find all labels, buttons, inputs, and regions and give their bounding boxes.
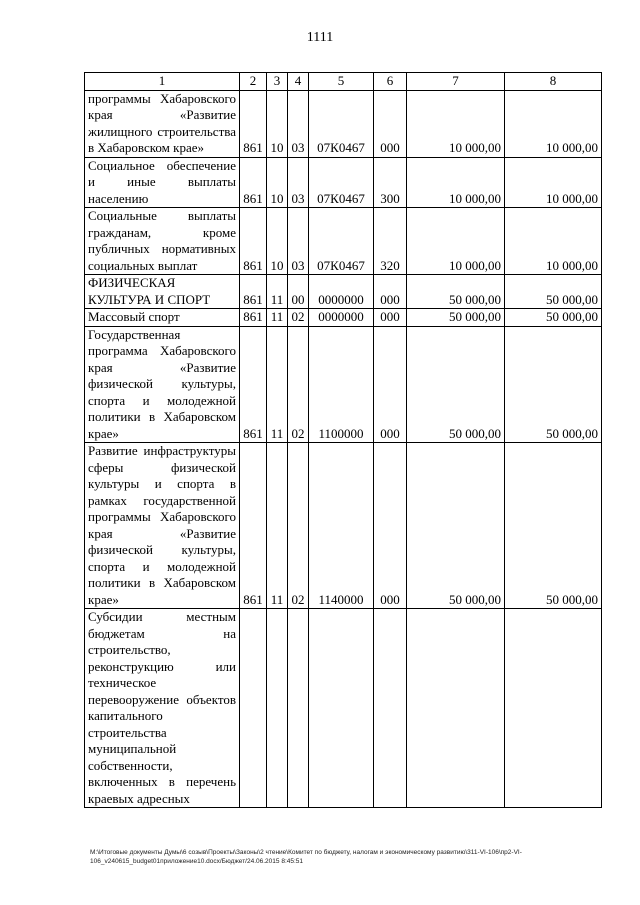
table-row [85,90,602,157]
row-c4: 03 [288,208,309,275]
row-c3: 11 [267,275,288,309]
row-c5: 07К0467 [309,90,374,157]
row-c2: 861 [240,208,267,275]
row-c4: 00 [288,275,309,309]
row-c6: 000 [374,309,407,327]
row-c7: 50 000,00 [407,275,505,309]
table-row [85,275,602,309]
table-row [85,443,602,609]
row-c5: 1100000 [309,326,374,443]
row-c2 [240,609,267,808]
table-row [85,309,602,327]
header-cell: 8 [505,73,602,91]
row-name: Социальные выплаты гражданам, кроме публичных нормативных социальных выплат [85,208,240,275]
header-cell: 2 [240,73,267,91]
row-name: ФИЗИЧЕСКАЯ КУЛЬТУРА И СПОРТ [85,275,240,309]
footer-line: M:\Итоговые документы Думы\6 созыв\Проекты\Законы\2 чтение\Комитет по бюджету, налогам и экономическому развитию\311-VI-106\пр2-VI- [90,849,522,856]
row-c3: 10 [267,157,288,208]
row-c5: 1140000 [309,443,374,609]
row-c3: 11 [267,309,288,327]
row-c4: 02 [288,443,309,609]
row-name: Государственная программа Хабаровского края «Развитие физической культуры, спорта и молодежной политики в Хабаровском крае» [85,326,240,443]
row-c2: 861 [240,309,267,327]
row-c7: 10 000,00 [407,157,505,208]
row-c4: 03 [288,157,309,208]
row-c6 [374,609,407,808]
row-c7: 50 000,00 [407,326,505,443]
row-c4 [288,609,309,808]
row-c3 [267,609,288,808]
table-row [85,609,602,808]
row-c3: 10 [267,90,288,157]
footer-line: 106_v240615_budget01приложение10.docx/Бюджет/24.06.2015 8:45:51 [90,858,304,865]
row-c8: 50 000,00 [505,309,602,327]
row-c6: 000 [374,443,407,609]
row-c6: 300 [374,157,407,208]
table-row [85,157,602,208]
row-c8: 50 000,00 [505,326,602,443]
row-c6: 000 [374,326,407,443]
row-c2: 861 [240,326,267,443]
budget-table [84,72,602,808]
row-c8: 50 000,00 [505,443,602,609]
row-c2: 861 [240,275,267,309]
row-c3: 11 [267,443,288,609]
row-c2: 861 [240,157,267,208]
row-c6: 320 [374,208,407,275]
row-c5: 0000000 [309,275,374,309]
row-c8: 50 000,00 [505,275,602,309]
row-c6: 000 [374,275,407,309]
row-name: Социальное обеспечение и иные выплаты населению [85,157,240,208]
row-c4: 03 [288,90,309,157]
header-cell: 6 [374,73,407,91]
row-c5: 07К0467 [309,157,374,208]
row-c8 [505,609,602,808]
row-c8: 10 000,00 [505,90,602,157]
row-c7 [407,609,505,808]
header-cell: 3 [267,73,288,91]
row-c2: 861 [240,443,267,609]
row-c4: 02 [288,326,309,443]
row-c7: 10 000,00 [407,90,505,157]
row-name: Массовый спорт [85,309,240,327]
row-c7: 10 000,00 [407,208,505,275]
row-c5 [309,609,374,808]
table-header-row [85,73,602,91]
header-cell: 5 [309,73,374,91]
page-number: 1111 [306,30,334,45]
header-cell: 4 [288,73,309,91]
row-name: Субсидии местным бюджетам на строительство, реконструкцию или техническое перевооружение объектов капитального строительства муниципальной собственности, включенных в перечень краевых адресных [85,609,240,808]
row-c7: 50 000,00 [407,309,505,327]
row-c2: 861 [240,90,267,157]
row-name: Развитие инфраструктуры сферы физической культуры и спорта в рамках государственной программы Хабаровского края «Развитие физической культуры, спорта и молодежной политики в Хабаровском крае» [85,443,240,609]
header-cell: 1 [85,73,240,91]
header-cell: 7 [407,73,505,91]
row-c5: 0000000 [309,309,374,327]
row-name: программы Хабаровского края «Развитие жилищного строительства в Хабаровском крае» [85,90,240,157]
file-path-footer [90,848,610,866]
row-c7: 50 000,00 [407,443,505,609]
row-c3: 11 [267,326,288,443]
table-row [85,208,602,275]
table-row [85,326,602,443]
row-c5: 07К0467 [309,208,374,275]
row-c8: 10 000,00 [505,157,602,208]
row-c3: 10 [267,208,288,275]
row-c8: 10 000,00 [505,208,602,275]
row-c6: 000 [374,90,407,157]
row-c4: 02 [288,309,309,327]
